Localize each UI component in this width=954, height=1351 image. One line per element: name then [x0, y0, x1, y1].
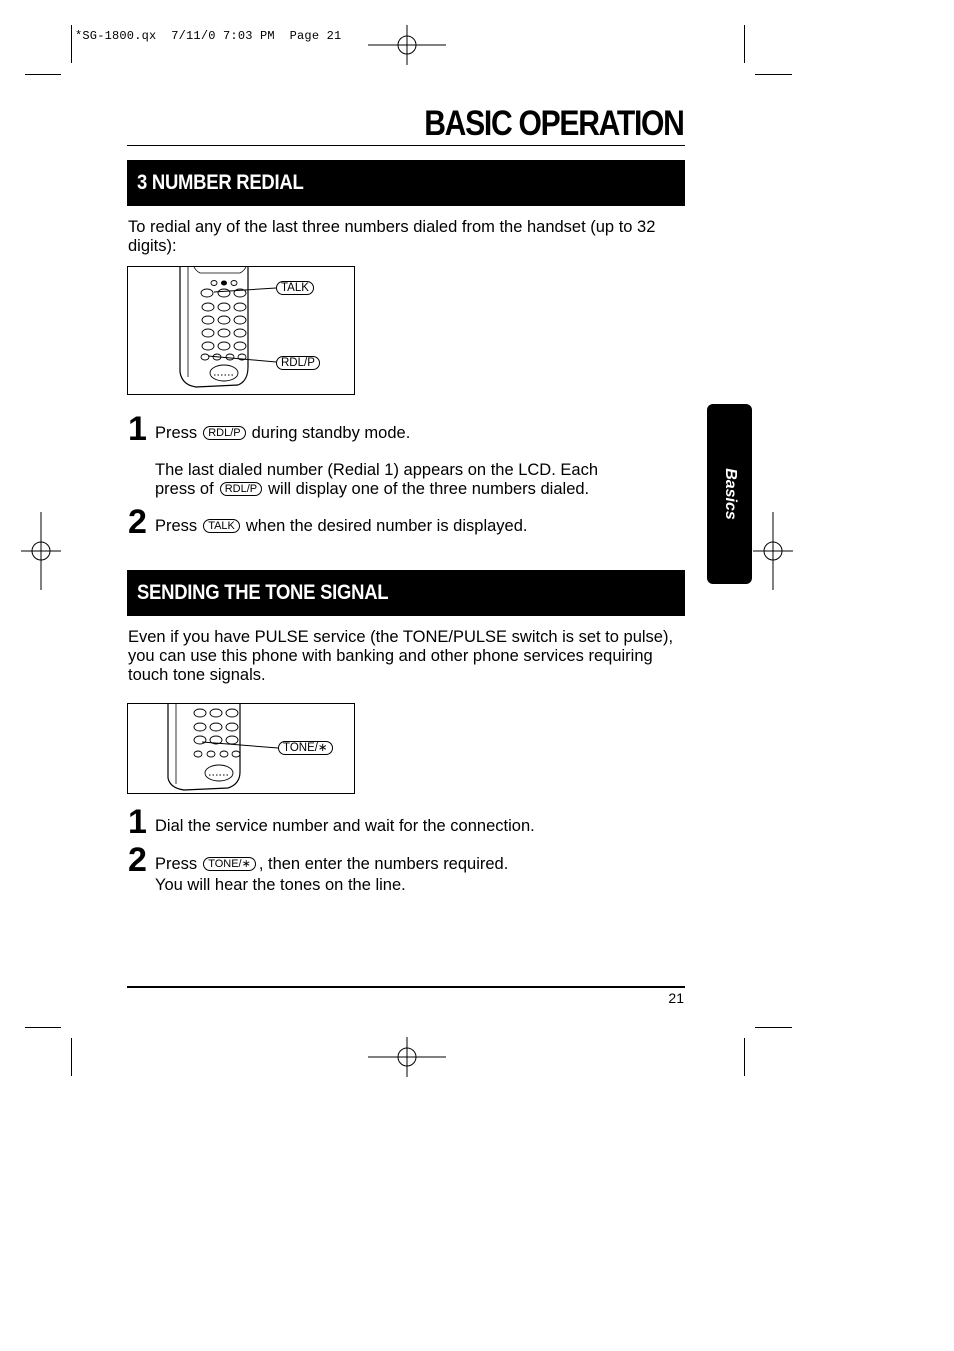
page-number: 21	[668, 990, 684, 1006]
tone-step-2-line2: You will hear the tones on the line.	[155, 876, 406, 894]
redial-step-1-number: 1	[128, 410, 147, 448]
redial-intro: To redial any of the last three numbers dialed from the handset (up to 32 digits):	[128, 218, 656, 255]
step-instruction: during standby mode.	[251, 424, 411, 442]
registration-mark-left	[21, 512, 61, 590]
redial-step-1-note-line1: The last dialed number (Redial 1) appears on the LCD. Each	[155, 461, 598, 479]
section-heading-redial	[127, 160, 685, 206]
rdlp-key-callout: RDL/P	[276, 356, 320, 370]
rdlp-key-icon: RDL/P	[203, 426, 245, 440]
registration-mark-bottom	[368, 1037, 446, 1077]
tone-step-1-number: 1	[128, 803, 147, 841]
rdlp-key-icon: RDL/P	[220, 482, 262, 496]
title-rule	[127, 145, 685, 146]
note-instruction: will display one of the three numbers dialed.	[268, 480, 590, 498]
step-instruction: when the desired number is displayed.	[245, 517, 528, 535]
step-instruction: , then enter the numbers required.	[258, 855, 509, 873]
tone-step-2-number: 2	[128, 841, 147, 879]
section-heading-text: 3 NUMBER REDIAL	[137, 171, 304, 194]
redial-step-2-text	[155, 517, 527, 536]
talk-key-callout: TALK	[276, 281, 314, 295]
step-press-label: Press	[155, 424, 198, 442]
redial-step-1-note-line2	[155, 480, 589, 499]
tone-intro: Even if you have PULSE service (the TONE/PULSE switch is set to pulse), you can use this phone with banking and other phone services requiring touch tone signals.	[128, 628, 674, 684]
tone-key-icon: TONE/∗	[203, 857, 256, 871]
print-slug: *SG-1800.qx 7/11/0 7:03 PM Page 21	[75, 29, 342, 43]
step-press-label: Press	[155, 517, 198, 535]
handset-illustration	[128, 267, 354, 394]
side-tab	[707, 404, 752, 584]
redial-step-1-text	[155, 424, 410, 443]
tone-step-2-text	[155, 855, 508, 874]
talk-key-icon: TALK	[203, 519, 240, 533]
section-heading-text: SENDING THE TONE SIGNAL	[137, 581, 389, 604]
page-title: BASIC OPERATION	[424, 104, 684, 143]
footer-rule	[127, 986, 685, 988]
registration-mark-right	[753, 512, 793, 590]
tone-step-1-text: Dial the service number and wait for the connection.	[155, 817, 535, 835]
step-press-label: Press	[155, 855, 198, 873]
tone-key-callout: TONE/∗	[278, 741, 333, 755]
side-tab-label: Basics	[721, 468, 739, 520]
registration-mark-top	[368, 25, 446, 65]
section-heading-tone	[127, 570, 685, 616]
redial-step-2-number: 2	[128, 503, 147, 541]
note-press-label: press of	[155, 480, 214, 498]
handset-figure-redial	[127, 266, 355, 395]
handset-figure-tone	[127, 703, 355, 794]
